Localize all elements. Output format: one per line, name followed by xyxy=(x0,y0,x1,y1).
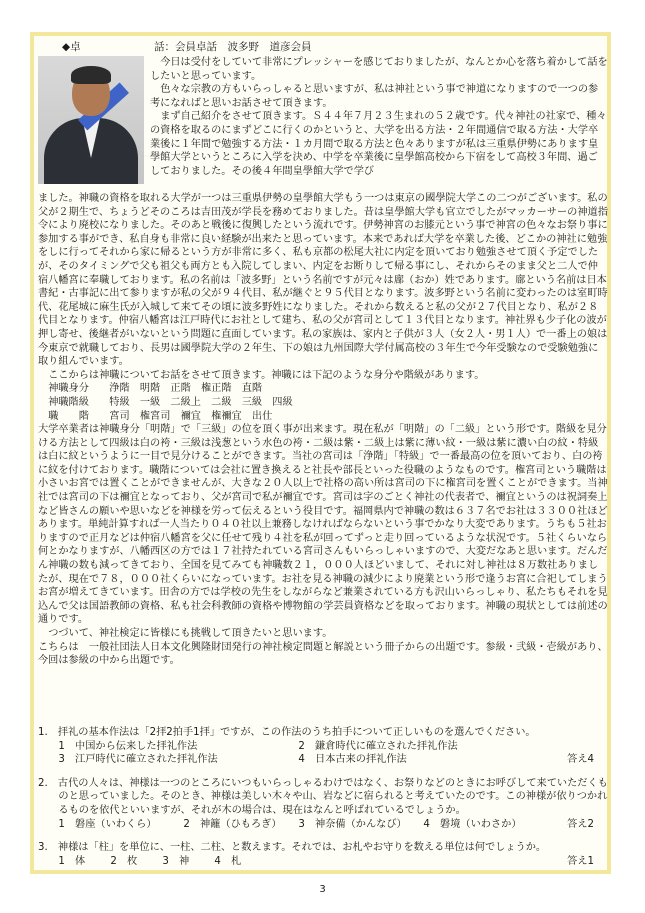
question-body: 古代の人々は、神様は一つのところにいつもいらっしゃるわけではなく、お祭りなどのときにお呼びして来ていただくものと思っていました。そのとき、神様は美しい木々や山、岩などに宿られると考えていたのです。この神様が依りつかれるものを依代といいますが、それが木の場合は、現在はなんと呼ばれているでしょうか。 xyxy=(57,777,608,816)
option: 4 日本古来の拝礼作法 xyxy=(298,754,407,766)
question-text xyxy=(38,841,608,855)
page-number: 3 xyxy=(319,884,326,895)
option-row xyxy=(38,740,608,754)
option-row xyxy=(38,818,608,832)
body-paragraph: ここからは神職についてお話をさせて頂きます。神職には下記のような身分や階級があります。 xyxy=(48,369,485,381)
option-row xyxy=(38,855,608,869)
option: 3 神奈備（かんなび） xyxy=(298,818,407,830)
answer: 答え1 xyxy=(567,855,594,867)
body-paragraph: つづいて、神社検定に皆様にも挑戦して頂きたいと思います。 xyxy=(48,628,333,639)
option-row xyxy=(38,753,608,767)
question-number: 1. xyxy=(38,727,48,738)
rank-list-item: 神職階級 特級 一級 二級上 二級 三級 四級 xyxy=(48,396,293,408)
option: 2 鎌倉時代に確立された拝礼作法 xyxy=(298,740,458,752)
quiz-question-1 xyxy=(38,726,608,767)
speaker-title: 話：会員卓話 波多野 道彦会員 xyxy=(154,41,312,53)
question-body: 拝礼の基本作法は「2拝2拍手1拝」ですが、この作法のうち拍手について正しいものを選んでください。 xyxy=(57,727,536,738)
page-content xyxy=(34,36,610,870)
option: 1 磐座（いわくら） xyxy=(58,818,157,830)
question-text xyxy=(38,777,608,818)
option: 4 札 xyxy=(214,855,242,867)
article-header xyxy=(62,40,312,54)
section-label: ◆卓 xyxy=(62,41,81,53)
photo-hair xyxy=(71,66,111,84)
option: 3 江戸時代に確立された拝礼作法 xyxy=(58,754,218,766)
main-text xyxy=(38,192,608,668)
quiz-section xyxy=(38,726,608,870)
question-number: 3. xyxy=(38,842,48,854)
speaker-photo xyxy=(38,56,144,184)
intro-text xyxy=(150,56,608,178)
option: 2 枚 xyxy=(110,855,138,867)
answer: 答え4 xyxy=(567,754,594,766)
quiz-question-3 xyxy=(38,841,608,868)
option: 1 体 xyxy=(58,855,86,867)
quiz-question-2 xyxy=(38,777,608,831)
body-paragraph: ました。神職の資格を取れる大学が一つは三重県伊勢の皇學館大学もう一つは東京の國學院大学この二つがございます。私の父が２期生で、ちょうどそのころは吉田茂が学長を務めておりました。昔は皇學館大学も官立でしたがマッカーサーの神道指令により廃校になりました。そのあと戦後に復興したという流れです。伊勢神宮のお膝元という事で神宮の色々なお祭り事に参加する事ができ、私自身も非常に良い経験が出来たと思っています。本来であれば大学を卒業した後、どこかの神社に勉強をしに行ってそれから家に帰るという方が非常に多く、私も京都の松尾大社に内定を頂いており勉強させて頂く予定でしたが、そのタイミングで父も祖父も両方とも入院してしまい、内定をお断りして帰る事にし、それからそのまま父と二人で仲宿八幡宮に奉職しております。私の名前は「波多野」という名前ですが元々は廍（おか）姓であります。廍という名前は日本書紀・古事記に出て参りますが私の父が９４代目、私が継ぐと９５代目となります。波多野という名前に変わったのは室町時代、花尾城に麻生氏が入城して来てその頃に波多野姓になりました。それから数えると私の父が２７代目となり、私が２８代目となります。仲宿八幡宮は江戸時代にお社として建ち、私の父が宮司として１３代目となります。神社界も少子化の波が押し寄せ、後継者がいないという問題に直面しています。私の家族は、家内と子供が３人（女２人・男１人）で一番上の娘は今東京で就職しており、長男は國學院大学の２年生、下の娘は九州国際大学付属高校の３年生で今年受験なので受験勉強に取り組んでいます。 xyxy=(38,193,608,368)
option: 3 神 xyxy=(162,855,190,867)
intro-paragraph: 今日は受付をしていて非常にプレッシャーを感じておりましたが、なんとか心を落ち着かして話をしたいと思っています。 xyxy=(150,57,608,82)
rank-list-item: 神職身分 浄階 明階 正階 権正階 直階 xyxy=(48,383,263,395)
question-text xyxy=(38,726,608,740)
intro-paragraph: まず自己紹介をさせて頂きます。Ｓ４４年７月２３生まれの５２歳です。代々神社の社家で、種々の資格を取るのにまずどこに行くのかというと、大学を出る方法・２年間通信で取る方法・大学卒業後に１年間で勉強する方法・１カ月間で取る方法と色々ありますが私は三重県伊勢にあります皇學館大学というところに入学を決め、中学を卒業後に皇學館高校から下宿をして高校３年間、過ごしておりました。その後４年間皇學館大学で学び xyxy=(150,111,607,177)
question-number: 2. xyxy=(38,777,48,789)
body-paragraph: こちらは 一般社団法人日本文化興隆財団発行の神社検定問題と解説という冊子からの出題です。参級・弐級・壱級があり、今回は参級の中から出題です。 xyxy=(38,641,608,667)
question-body: 神様は「柱」を単位に、一柱、二柱、と数えます。それでは、お札やお守りを数える単位は何でしょうか。 xyxy=(57,842,547,854)
intro-paragraph: 色々な宗教の方もいらっしゃると思いますが、私は神社という事で神道になりますので一つの参考になればと思いお話させて頂きます。 xyxy=(150,84,599,109)
option: 1 中国から伝来した拝礼作法 xyxy=(58,740,198,752)
option: 4 磐境（いわさか） xyxy=(423,818,522,830)
rank-list-item: 職 階 宮司 権宮司 禰宜 権禰宜 出仕 xyxy=(48,410,273,422)
body-paragraph: 大学卒業者は神職身分「明階」で「三級」の位を頂く事が出来ます。現在私が「明階」の「二級」という形です。階級を見分ける方法として四級は白の袴・三級は浅葱という水色の袴・二級は紫・二級上は紫に薄い紋・一級は紫に濃い白の紋・特級は白に紋というように一目で見分けることができます。当社の宮司は「浄階」「特級」で一番最高の位を頂いており、白の袴に紋を付けております。職階については会社に置き換えると社長や部長といった役職のようなものです。権宮司という職階は小さいお宮では置くことができませんが、大きな２０人以上で社格の高い所は宮司の下に権宮司を置くことができます。当神社では宮司の下は禰宜となっており、父が宮司で私が禰宜です。宮司は字のごとく神社の代表者で、禰宜というのは祝詞奏上など皆さんの願いや思いなどを神様を労って伝えるという役目です。福岡県内で神職の数は６３７名でお社は３３００社ほどあります。単純計算すれば一人当たり０４０社以上兼務しなければならないという事でかなり大変であります。うちも５社おりますので正月などは仲宿八幡宮を父に任せて残り４社を私が回ってずっと走り回っているような状況です。５社くらいなら何とかなりますが、八幡西区の方では１７社持たれている宮司さんもいらっしゃいますので、大変だなあと思います。だんだん神職の数も減ってきており、全国を見てみても神職数２１，０００人ほどいまして、それに対し神社は８万数社ありましたが、現在で７８，０００社くらいになっています。お社を見る神職の減少により廃業という形で逢うお宮に合祀してしまうお宮が増えてきています。田舎の方では学校の先生をしながらなど兼業されている方も沢山いらっしゃり、私たちもそれを見込んで父は国語教師の資格、私も社会科教師の資格や博物館の学芸員資格などを取っております。神職の現状としては前述の通りです。 xyxy=(38,424,608,626)
answer: 答え2 xyxy=(567,818,594,830)
option: 2 神籬（ひもろぎ） xyxy=(183,818,282,830)
